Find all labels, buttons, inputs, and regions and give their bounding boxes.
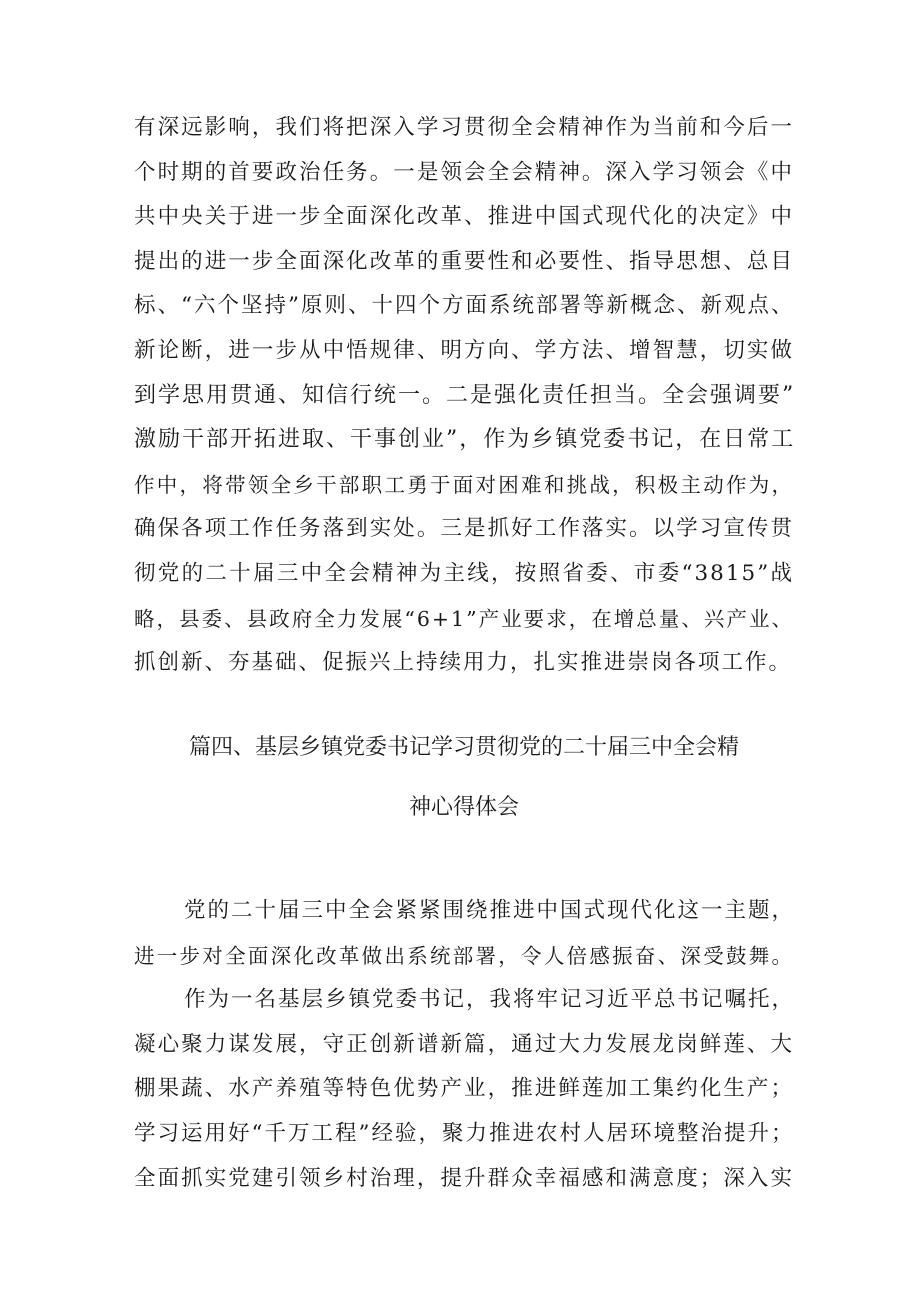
paragraph-line: 提出的进一步全面深化改革的重要性和必要性、指导思想、总目 (134, 248, 794, 274)
section-heading-line-2: 神心得体会 (408, 795, 519, 820)
paragraph-line: 确保各项工作任务落到实处。三是抓好工作落实。以学习宣传贯 (134, 516, 794, 542)
paragraph-line: 个时期的首要政治任务。一是领会全会精神。深入学习领会《中 (134, 159, 794, 185)
paragraph-line: 作为一名基层乡镇党委书记，我将牢记习近平总书记嘱托， (184, 987, 796, 1013)
paragraph-line: 棚果蔬、水产养殖等特色优势产业，推进鲜莲加工集约化生产； (134, 1076, 794, 1102)
paragraph-line: 激励干部开拓进取、干事创业”，作为乡镇党委书记，在日常工 (134, 427, 796, 453)
paragraph-line: 学习运用好“千万工程”经验，聚力推进农村人居环境整治提升； (134, 1120, 795, 1146)
paragraph-line: 作中，将带领全乡干部职工勇于面对困难和挑战，积极主动作为， (134, 472, 794, 497)
section-heading-line-1: 篇四、基层乡镇党委书记学习贯彻党的二十届三中全会精 (188, 735, 739, 760)
paragraph-line: 到学思用贯通、知信行统一。二是强化责任担当。全会强调要” (134, 382, 796, 408)
paragraph-line: 凝心聚力谋发展，守正创新谱新篇，通过大力发展龙岗鲜莲、大 (134, 1031, 794, 1057)
paragraph-line: 略，县委、县政府全力发展“6+1”产业要求，在增总量、兴产业、 (134, 606, 794, 631)
paragraph-line: 全面抓实党建引领乡村治理，提升群众幸福感和满意度；深入实 (134, 1165, 794, 1191)
paragraph-line: 彻党的二十届三中全会精神为主线，按照省委、市委“3815”战 (134, 560, 794, 586)
paragraph-line: 有深远影响，我们将把深入学习贯彻全会精神作为当前和今后一 (134, 115, 794, 140)
paragraph-line: 抓创新、夯基础、促振兴上持续用力，扎实推进崇岗各项工作。 (134, 650, 793, 676)
paragraph-line: 进一步对全面深化改革做出系统部署，令人倍感振奋、深受鼓舞。 (134, 943, 794, 968)
continued-paragraph (134, 106, 794, 686)
paragraph-line: 共中央关于进一步全面深化改革、推进中国式现代化的决定》中 (134, 204, 794, 230)
paragraph-line: 新论断，进一步从中悟规律、明方向、学方法、增智慧，切实做 (134, 337, 794, 363)
paragraph-line: 标、“六个坚持”原则、十四个方面系统部署等新概念、新观点、 (134, 293, 795, 319)
section-paragraphs (134, 889, 794, 1201)
paragraph-line: 党的二十届三中全会紧紧围绕推进中国式现代化这一主题， (184, 898, 796, 923)
